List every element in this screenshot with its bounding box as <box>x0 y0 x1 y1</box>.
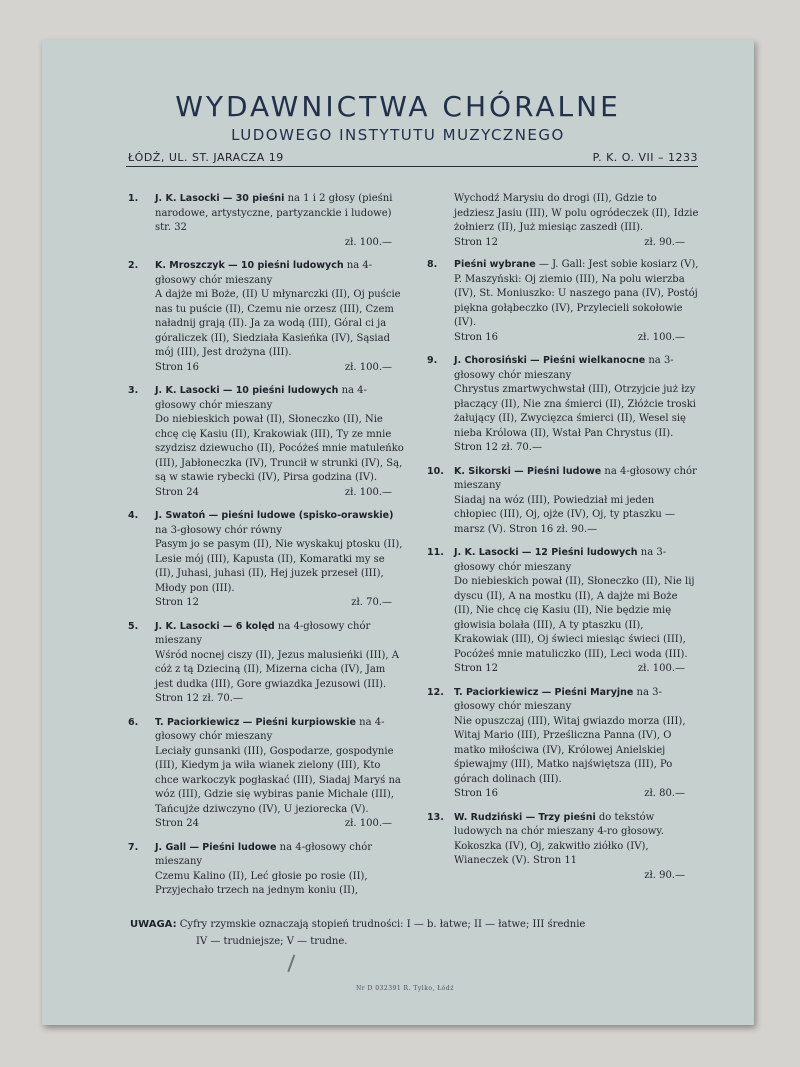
entry-number: 10. <box>427 465 444 477</box>
page-subtitle: LUDOWEGO INSTYTUTU MUZYCZNEGO <box>231 126 565 144</box>
entry-meta <box>155 596 406 611</box>
note-line-1 <box>130 916 710 933</box>
note-text-1: Cyfry rzymskie oznaczają stopień trudności: I — b. łatwe; II — łatwe; III średnie <box>179 919 586 930</box>
entry-number: 8. <box>427 259 438 270</box>
continued-pages: Stron 12 <box>454 236 499 248</box>
entry-songs: A dajże mi Boże, (II) U młynarczki (II), Oj puście nas tu puście (II), Czemu nie orzesz (III), Czem naładnij grają (II). Ja za wodą (III), Góral ci ja góraliczek (II), Siedziała Kasieńka (IV), Sąsiad mój (III), Jest drożyna (III). <box>155 289 401 358</box>
entry-number: 1. <box>128 193 139 204</box>
entry-pages: Stron 24 <box>155 486 200 498</box>
entry-pages: Stron 24 <box>155 818 200 829</box>
entry-description: na 4-głosowy chór mieszany <box>155 260 373 286</box>
catalog-entry <box>126 716 406 832</box>
entry-price: zł. 80.— <box>644 788 685 799</box>
entry-price: zł. 100.— <box>344 486 392 498</box>
catalog-entry <box>425 686 699 802</box>
entry-price: zł. 90.— <box>644 869 685 881</box>
entry-heading: T. Paciorkiewicz — Pieśni kurpiowskie <box>155 716 356 728</box>
entry-pages: Stron 16 <box>454 788 499 799</box>
entry-price: zł. 100.— <box>344 818 392 829</box>
entry-songs: Pasym jo se pasym (II), Nie wyskakuj ptosku (II), Lesie mój (III), Kapusta (II), Komaratki my se (II), Juhasi, juhasi (II), Hej juzek przeseł (III), Młody pon (III). <box>155 539 403 594</box>
catalog-entry <box>425 465 699 538</box>
entry-meta <box>155 486 406 501</box>
header-divider <box>126 166 698 167</box>
entry-price: zł. 100.— <box>344 236 392 248</box>
entry-heading: J. K. Lasocki — 10 pieśni ludowych <box>155 385 339 396</box>
page-title: WYDAWNICTWA CHÓRALNE <box>175 90 621 123</box>
catalog-entry <box>425 354 699 456</box>
entry-songs: Kokoszka (IV), Oj, zakwitło ziółko (IV), Wianeczek (V). Stron 11 <box>454 840 649 866</box>
continued-entry <box>425 192 699 250</box>
entry-meta <box>454 331 699 346</box>
entry-meta <box>454 787 699 802</box>
entry-description: na 3-głosowy chór mieszany <box>454 686 662 712</box>
continued-meta <box>454 236 699 251</box>
entry-description: na 4-głosowy chór mieszany <box>454 465 697 491</box>
entry-meta <box>155 361 406 376</box>
entry-heading: Pieśni wybrane <box>454 259 536 270</box>
difficulty-note <box>130 916 710 950</box>
entry-number: 11. <box>427 547 444 558</box>
entry-number: 13. <box>427 811 444 823</box>
entry-meta <box>155 236 406 251</box>
catalog-sheet <box>42 40 754 1025</box>
note-label: UWAGA: <box>130 919 177 930</box>
entry-number: 9. <box>427 355 438 366</box>
printer-imprint: Nr D 032391 R. Tylko, Łódź <box>356 985 454 992</box>
entry-heading: J. K. Lasocki — 12 Pieśni ludowych <box>454 547 638 558</box>
entry-songs: Nie opuszczaj (III), Witaj gwiazdo morza (III), Witaj Mario (III), Prześliczna Panna (IV), O matko miłościwa (IV), Królowej Anielskiej śpiewajmy (III), Matko najświętsza (III), Po górach dolinach (III). <box>454 715 686 785</box>
catalog-entry <box>126 192 406 250</box>
entry-songs: Chrystus zmartwychwstał (III), Otrzyjcie już łzy płaczący (II), Nie zna śmierci (II), Złóżcie troski żałujący (II), Zwycięzca śmierci (II), Wesel się nieba Królowa (II), Wstał Pan Chrystus (II). Stron 12 zł. 70.— <box>454 384 696 453</box>
entry-songs: Siadaj na wóz (III), Powiedział mi jeden chłopiec (III), Oj, ojże (IV), Oj, ty ptaszku — marsz (V). Stron 16 zł. 90.— <box>454 494 676 535</box>
right-entries <box>425 258 699 883</box>
entry-songs: Wśród nocnej ciszy (II), Jezus malusieńki (III), A cóż z tą Dzieciną (II), Mizerna cicha (IV), Jam jest dudka (III), Gore gwiazdka Jezusowi (III). Stron 12 zł. 70.— <box>155 649 399 704</box>
entry-songs: Czemu Kalino (II), Leć głosie po rosie (II), Przyjechało trzech na jednym koniu (II), <box>155 870 368 896</box>
continued-price: zł. 90.— <box>644 236 685 248</box>
entry-price: zł. 100.— <box>637 331 685 343</box>
entry-number: 4. <box>128 510 139 521</box>
entry-meta <box>454 662 699 677</box>
note-line-2: IV — trudniejsze; V — trudne. <box>196 936 348 947</box>
entry-pages: Stron 12 <box>155 597 200 608</box>
entry-heading: K. Mroszczyk — 10 pieśni ludowych <box>155 260 344 271</box>
entry-number: 5. <box>128 620 139 632</box>
catalog-entry <box>126 509 406 611</box>
entry-number: 2. <box>128 260 139 271</box>
entry-heading: J. Swatoń — pieśni ludowe (spisko-orawskie) <box>155 510 394 521</box>
entry-songs: Do niebieskich pował (II), Słoneczko (II), Nie chcę cię Kasiu (II), Krakowiak (III), Ty ze mnie szydzisz dziewucho (II), Pocóżeś mnie matuleńko (III), Jabłoneczka (IV), Truncił w strunki (IV), Są, są w stawie rybecki (IV), Pirsa godzina (IV). <box>155 414 404 483</box>
entry-heading: J. Chorosiński — Pieśni wielkanocne <box>454 355 646 366</box>
entry-pages: Stron 12 <box>454 663 499 674</box>
catalog-entry <box>126 384 406 500</box>
entry-heading: J. K. Lasocki — 6 kolęd <box>155 620 275 632</box>
entry-songs: Do niebieskich pował (II), Słoneczko (II), Nie lij dyscu (II), A na mostku (II), A dajże mi Boże (II), Nie chcę cię Kasiu (II), Nie będzie mię głowisia bolała (III), A ty ptaszku (II), Krakowiak (III), Oj świeci miesiąc świeci (III), Pocóżeś mnie matuliczko (III), Leci woda (III). <box>454 576 695 660</box>
entry-description: na 3-głosowy chór mieszany <box>454 547 667 573</box>
entry-meta <box>155 817 406 832</box>
entry-price: zł. 70.— <box>351 597 392 608</box>
entry-heading: J. Gall — Pieśni ludowe <box>155 841 277 853</box>
catalog-entry <box>425 811 699 884</box>
entry-description: do tekstów ludowych na chór mieszany 4-ro głosowy. <box>454 811 664 837</box>
entry-description: na 3-głosowy chór mieszany <box>454 355 674 381</box>
entry-meta <box>454 869 699 884</box>
entry-heading: T. Paciorkiewicz — Pieśni Maryjne <box>454 686 634 698</box>
entry-pages: Stron 16 <box>155 361 200 373</box>
entry-description: na 1 i 2 głosy (pieśni narodowe, artystyczne, partyzanckie i ludowe) str. 32 <box>155 193 393 233</box>
entry-description: na 4-głosowy chór mieszany <box>155 385 367 411</box>
pko-account: P. K. O. VII – 1233 <box>592 151 698 164</box>
entry-number: 12. <box>427 686 444 698</box>
entry-price: zł. 100.— <box>344 361 392 373</box>
entry-description: — J. Gall: Jest sobie kosiarz (V), P. Maszyński: Oj ziemio (III), Na polu wierzba (IV), St. Moniuszko: U naszego pana (IV), Postój piękna gołąbeczko (IV), Przylecieli sokołowie (IV). <box>454 259 699 328</box>
entry-number: 3. <box>128 385 139 396</box>
catalog-entry <box>126 620 406 707</box>
continued-songs: Wychodź Marysiu do drogi (II), Gdzie to jedziesz Jasiu (III), W polu ogródeczek (II), Idzie żołnierz (II), Już miesiąc zaszedł (III). <box>454 193 699 233</box>
catalog-entry <box>425 546 699 677</box>
entry-heading: K. Sikorski — Pieśni ludowe <box>454 465 602 477</box>
catalog-entry <box>126 259 406 375</box>
entry-songs: Leciały gunsanki (III), Gospodarze, gospodynie (III), Kiedym ja wiła wianek zielony (III), Kto chce warkoczyk pogłaskać (III), Siadaj Maryś na wóz (III), Gdzie się wybiras panie Michale (III), Tańcujże dziwczyno (IV), U jezioreckа (V). <box>155 745 401 815</box>
left-column <box>126 192 406 908</box>
right-column <box>425 192 699 892</box>
entry-heading: J. K. Lasocki — 30 pieśni <box>155 193 285 204</box>
catalog-entry <box>126 841 406 899</box>
catalog-entry <box>425 258 699 345</box>
entry-description: na 3-głosowy chór równy <box>155 524 282 536</box>
entry-description: na 4-głosowy chór mieszany <box>155 716 385 742</box>
entry-description: na 4-głosowy chór mieszany <box>155 620 371 646</box>
publisher-address: ŁÓDŹ, UL. ST. JARACZA 19 <box>128 151 284 164</box>
entry-price: zł. 100.— <box>637 663 685 674</box>
entry-heading: W. Rudziński — Trzy pieśni <box>454 811 596 823</box>
entry-number: 6. <box>128 716 139 728</box>
entry-number: 7. <box>128 841 139 853</box>
entry-description: na 4-głosowy chór mieszany <box>155 841 373 867</box>
entry-pages: Stron 16 <box>454 331 499 343</box>
ink-mark <box>287 954 304 975</box>
